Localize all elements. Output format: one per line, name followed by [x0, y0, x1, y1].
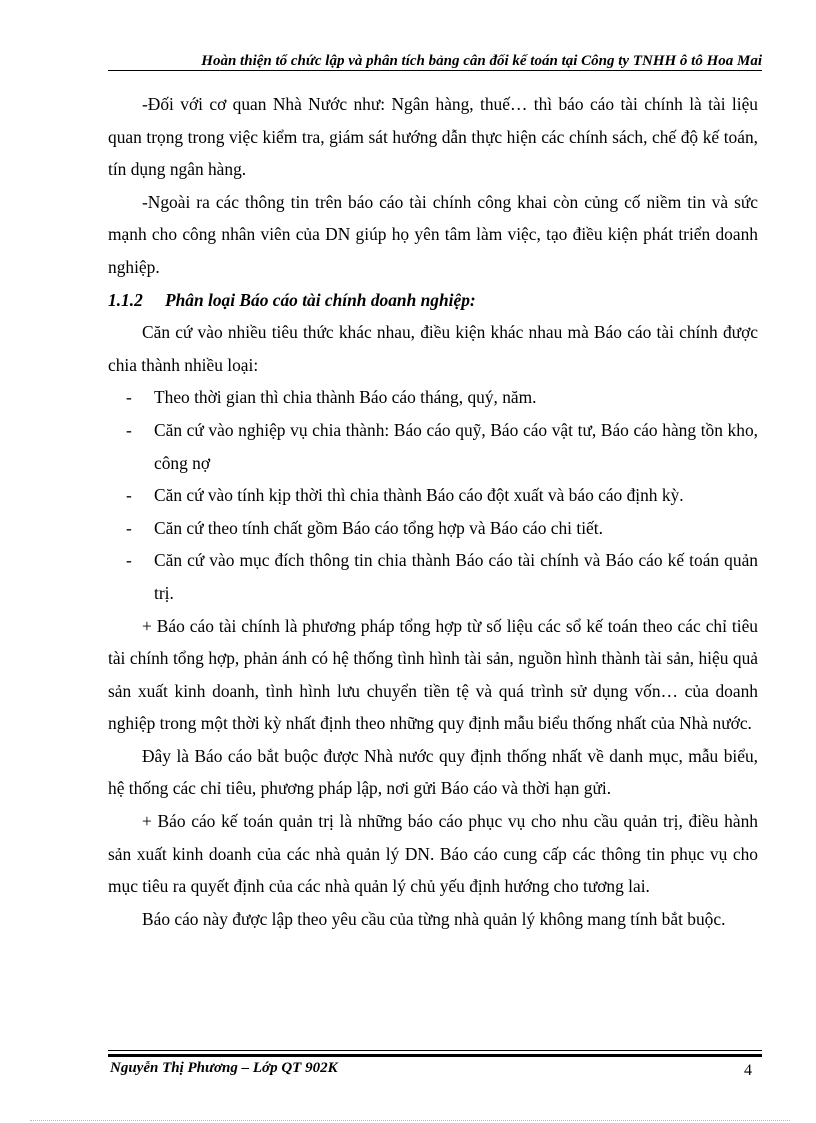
footer-rule-thick — [108, 1054, 762, 1057]
classification-list — [108, 381, 758, 609]
list-item — [108, 381, 758, 414]
dash-bullet: - — [126, 387, 132, 408]
paragraph-7: Báo cáo này được lập theo yêu cầu của từng nhà quản lý không mang tính bắt buộc. — [142, 908, 726, 929]
list-item — [108, 479, 758, 512]
footer-rule-thin — [108, 1050, 762, 1051]
dash-bullet: - — [126, 485, 132, 506]
dash-bullet: - — [126, 517, 132, 538]
dash-bullet: - — [126, 419, 132, 440]
section-title: Phân loại Báo cáo tài chính doanh nghiệp: — [165, 289, 476, 310]
paragraph-1: -Đối với cơ quan Nhà Nước như: Ngân hàng, thuế… thì báo cáo tài chính là tài liệu quan trọng trong việc kiểm tra, giám sát hướng dẫn thực hiện các chính sách, chế độ kế toán, tín dụng ngân hàng. — [108, 94, 758, 180]
list-item-text: Căn cứ vào nghiệp vụ chia thành: Báo cáo quỹ, Báo cáo vật tư, Báo cáo hàng tồn kho, công nợ — [154, 419, 758, 473]
list-item — [108, 512, 758, 545]
paragraph-4: + Báo cáo tài chính là phương pháp tổng hợp từ số liệu các sổ kế toán theo các chỉ tiêu tài chính tổng hợp, phản ánh có hệ thống tình hình tài sản, nguồn hình thành tài sản, hiệu quả sản xuất kinh doanh, tình hình lưu chuyển tiền tệ và quá trình sử dụng vốn… của doanh nghiệp trong một thời kỳ nhất định theo những quy định mẫu biểu thống nhất của Nhà nước. — [108, 615, 758, 734]
page-header-title: Hoàn thiện tổ chức lập và phân tích bảng cân đối kế toán tại Công ty TNHH ô tô Hoa Mai — [201, 53, 762, 69]
paragraph-5: Đây là Báo cáo bắt buộc được Nhà nước quy định thống nhất về danh mục, mẫu biểu, hệ thống các chỉ tiêu, phương pháp lập, nơi gửi Báo cáo và thời hạn gửi. — [108, 745, 758, 799]
paragraph-6: + Báo cáo kế toán quản trị là những báo cáo phục vụ cho nhu cầu quản trị, điều hành sản xuất kinh doanh của các nhà quản lý DN. Báo cáo cung cấp các thông tin phục vụ cho mục tiêu ra quyết định của các nhà quản lý chủ yếu định hướng cho tương lai. — [108, 811, 758, 897]
dash-bullet: - — [126, 550, 132, 571]
section-number: 1.1.2 — [108, 289, 143, 310]
list-item — [108, 414, 758, 479]
paragraph-3: Căn cứ vào nhiều tiêu thức khác nhau, điều kiện khác nhau mà Báo cáo tài chính được chia thành nhiều loại: — [108, 322, 758, 375]
list-item-text: Căn cứ theo tính chất gồm Báo cáo tổng hợp và Báo cáo chi tiết. — [154, 517, 603, 538]
footer-author: Nguyễn Thị Phương – Lớp QT 902K — [110, 1060, 338, 1076]
list-item — [108, 544, 758, 609]
page-edge-divider — [30, 1120, 790, 1121]
paragraph-2: -Ngoài ra các thông tin trên báo cáo tài chính công khai còn củng cố niềm tin và sức mạnh cho công nhân viên của DN giúp họ yên tâm làm việc, tạo điều kiện phát triển doanh nghiệp. — [108, 191, 758, 277]
document-body — [108, 88, 758, 935]
list-item-text: Căn cứ vào mục đích thông tin chia thành Báo cáo tài chính và Báo cáo kế toán quản trị. — [154, 550, 758, 603]
page-number: 4 — [744, 1062, 752, 1079]
section-heading — [108, 284, 758, 317]
header-rule — [108, 70, 762, 71]
list-item-text: Theo thời gian thì chia thành Báo cáo tháng, quý, năm. — [154, 387, 537, 408]
list-item-text: Căn cứ vào tính kịp thời thì chia thành Báo cáo đột xuất và báo cáo định kỳ. — [154, 485, 684, 506]
